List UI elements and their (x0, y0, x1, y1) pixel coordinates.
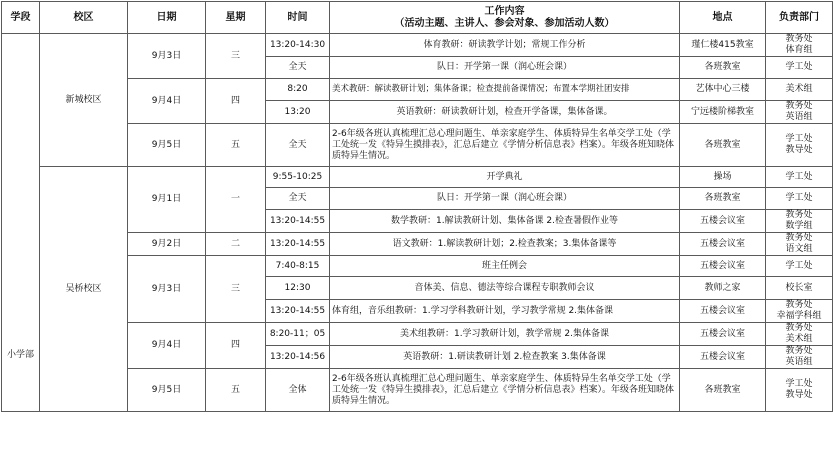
time-cell: 全体 (266, 369, 330, 412)
date-cell: 9月4日 (128, 79, 206, 124)
content-cell: 数学教研：1.解读教研计划、集体备课 2.检查暑假作业等 (330, 210, 680, 233)
location-cell: 艺体中心三楼 (680, 79, 766, 101)
dept-text: 学工处 教导处 (785, 134, 813, 155)
date-cell: 9月4日 (128, 323, 206, 369)
weekday-cell: 五 (206, 369, 266, 412)
content-cell: 语文教研：1.解读教研计划；2.检查教案；3.集体备课等 (330, 233, 680, 256)
location-cell: 五楼会议室 (680, 210, 766, 233)
weekday-cell: 二 (206, 233, 266, 256)
location-cell: 瑾仁楼415教室 (680, 34, 766, 57)
time-cell: 12:30 (266, 277, 330, 300)
dept-cell (766, 256, 833, 277)
dept-cell (766, 188, 833, 210)
header-content-title: 工作内容 (484, 5, 525, 17)
dept-text: 校长室 (785, 282, 813, 293)
location-cell: 操场 (680, 167, 766, 188)
content-cell: 英语教研：1.研读教研计划 2.检查教案 3.集体备课 (330, 346, 680, 369)
dept-cell (766, 323, 833, 346)
date-cell: 9月2日 (128, 233, 206, 256)
time-cell: 全天 (266, 57, 330, 79)
time-cell: 全天 (266, 124, 330, 167)
time-cell: 全天 (266, 188, 330, 210)
header-content-subtitle: （活动主题、主讲人、参会对象、参加活动人数） (394, 17, 615, 29)
dept-text: 美术组 (785, 84, 813, 94)
content-cell: 美术组教研：1.学习教研计划，教学常规 2.集体备课 (330, 323, 680, 346)
header-weekday: 星期 (206, 2, 266, 34)
date-cell: 9月5日 (128, 369, 206, 412)
time-cell: 8:20-11；05 (266, 323, 330, 346)
table-row (2, 34, 833, 57)
campus-xincheng: 新城校区 (40, 34, 128, 167)
table-row (2, 167, 833, 188)
dept-cell (766, 277, 833, 300)
stage-cell: 小学部 (2, 34, 40, 412)
location-cell: 各班教室 (680, 188, 766, 210)
dept-text: 学工处 (785, 260, 813, 271)
dept-text: 学工处 (785, 62, 813, 72)
time-cell: 13:20-14:30 (266, 34, 330, 57)
time-cell: 13:20-14:55 (266, 300, 330, 323)
location-cell: 五楼会议室 (680, 300, 766, 323)
header-time: 时间 (266, 2, 330, 34)
weekday-cell: 五 (206, 124, 266, 167)
content-cell: 2-6年级各班认真梳理汇总心理问题生、单亲家庭学生、体质特异生名单交学工处（学工处统一发《特异生摸排表》，汇总后建立《学情分析信息表》档案）。年级各班知晓体质特异生情况。 (330, 369, 680, 412)
dept-text: 学工处 (785, 171, 813, 182)
location-cell: 各班教室 (680, 57, 766, 79)
header-row (2, 2, 833, 34)
dept-cell (766, 57, 833, 79)
date-cell: 9月3日 (128, 256, 206, 323)
dept-text: 教务处 幸福学科组 (776, 300, 822, 321)
content-cell: 美术教研：解读教研计划；集体备课；检查提前备课情况；布置本学期社团安排 (330, 79, 680, 101)
dept-cell (766, 233, 833, 256)
content-cell: 开学典礼 (330, 167, 680, 188)
dept-cell (766, 210, 833, 233)
header-stage: 学段 (2, 2, 40, 34)
content-cell: 音体美、信息、德法等综合课程专职教师会议 (330, 277, 680, 300)
weekday-cell: 三 (206, 256, 266, 323)
dept-cell (766, 300, 833, 323)
date-cell: 9月5日 (128, 124, 206, 167)
location-cell: 五楼会议室 (680, 256, 766, 277)
dept-cell (766, 369, 833, 412)
location-cell: 各班教室 (680, 124, 766, 167)
content-cell: 体育组，音乐组教研：1.学习学科教研计划，学习教学常规 2.集体备课 (330, 300, 680, 323)
header-campus: 校区 (40, 2, 128, 34)
dept-cell (766, 167, 833, 188)
time-cell: 7:40-8:15 (266, 256, 330, 277)
dept-text: 教务处 英语组 (785, 101, 813, 122)
time-cell: 13:20-14:55 (266, 210, 330, 233)
date-cell: 9月1日 (128, 167, 206, 233)
dept-text: 教务处 英语组 (785, 346, 813, 367)
content-cell: 队日：开学第一课（润心班会课） (330, 188, 680, 210)
dept-cell (766, 101, 833, 124)
dept-text: 教务处 体育组 (785, 34, 813, 55)
weekday-cell: 一 (206, 167, 266, 233)
location-cell: 五楼会议室 (680, 323, 766, 346)
location-cell: 五楼会议室 (680, 233, 766, 256)
location-cell: 各班教室 (680, 369, 766, 412)
time-cell: 9:55-10:25 (266, 167, 330, 188)
header-dept: 负责部门 (766, 2, 833, 34)
campus-wuqiao: 吴桥校区 (40, 167, 128, 412)
location-cell: 五楼会议室 (680, 346, 766, 369)
dept-cell (766, 124, 833, 167)
date-cell: 9月3日 (128, 34, 206, 79)
dept-cell (766, 34, 833, 57)
content-cell: 英语教研：研读教研计划，检查开学备课，集体备课。 (330, 101, 680, 124)
content-cell: 2-6年级各班认真梳理汇总心理问题生、单亲家庭学生、体质特异生名单交学工处（学工处统一发《特异生摸排表》，汇总后建立《学情分析信息表》档案）。年级各班知晓体质特异生情况。 (330, 124, 680, 167)
weekday-cell: 四 (206, 323, 266, 369)
time-cell: 8:20 (266, 79, 330, 101)
dept-cell (766, 79, 833, 101)
time-cell: 13:20 (266, 101, 330, 124)
location-cell: 宁远楼阶梯教室 (680, 101, 766, 124)
dept-text: 教务处 数学组 (785, 210, 813, 231)
header-date: 日期 (128, 2, 206, 34)
content-cell: 队日：开学第一课（润心班会课） (330, 57, 680, 79)
dept-text: 学工处 教导处 (785, 379, 813, 400)
header-location: 地点 (680, 2, 766, 34)
weekday-cell: 四 (206, 79, 266, 124)
content-cell: 班主任例会 (330, 256, 680, 277)
header-content (330, 2, 680, 34)
location-cell: 教师之家 (680, 277, 766, 300)
weekday-cell: 三 (206, 34, 266, 79)
dept-text: 学工处 (785, 193, 813, 203)
time-cell: 13:20-14:55 (266, 233, 330, 256)
schedule-table (1, 1, 833, 412)
dept-text: 教务处 语文组 (785, 233, 813, 254)
dept-cell (766, 346, 833, 369)
time-cell: 13:20-14:56 (266, 346, 330, 369)
content-cell: 体育教研：研读教学计划；常规工作分析 (330, 34, 680, 57)
dept-text: 教务处 美术组 (785, 323, 813, 344)
